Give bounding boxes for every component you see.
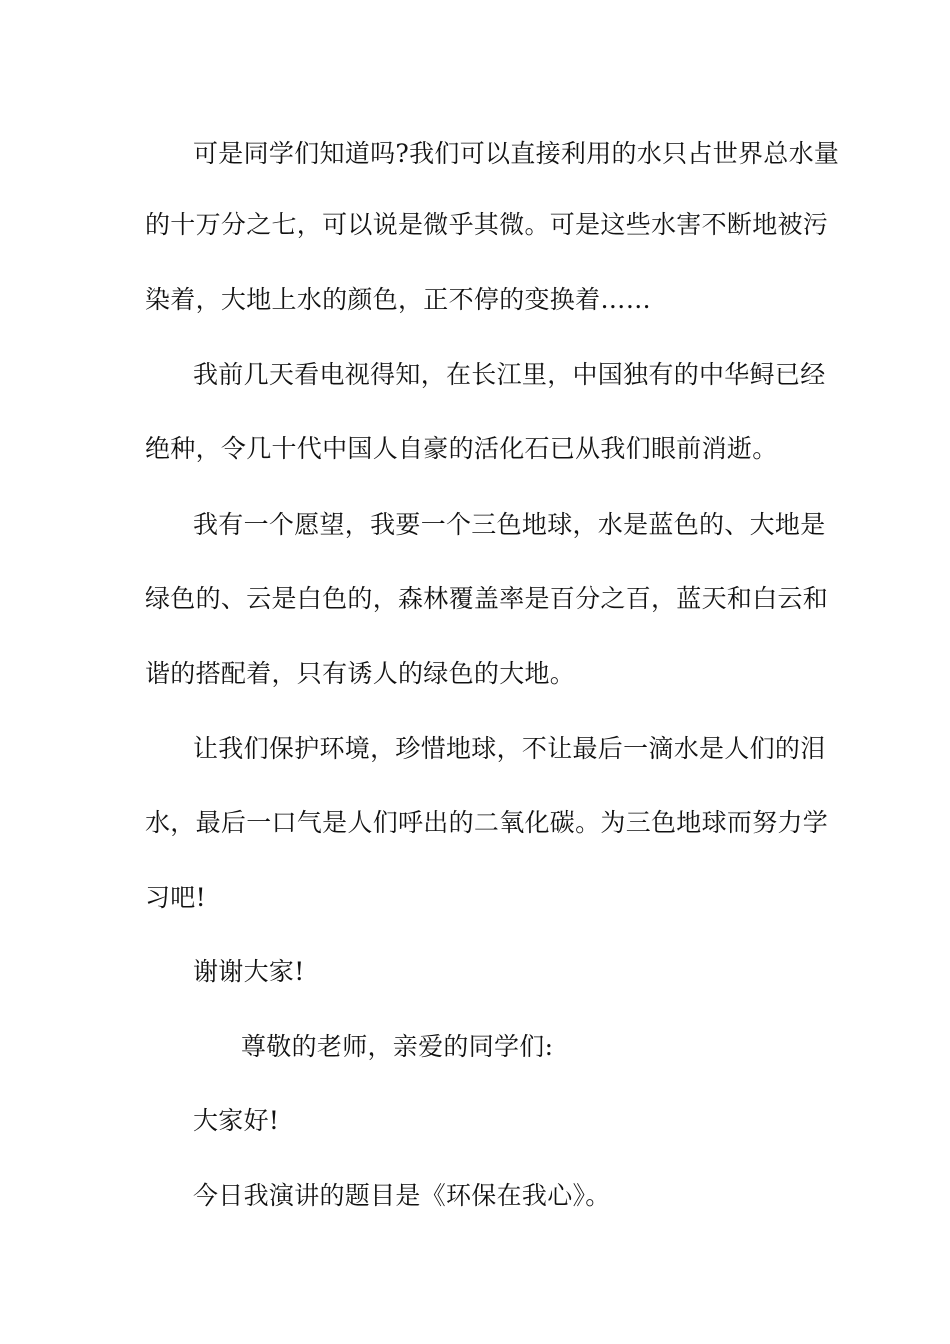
paragraph-3-line-1: 我有一个愿望，我要一个三色地球，水是蓝色的、大地是	[193, 510, 826, 539]
paragraph-4-line-3: 习吧!	[145, 883, 206, 912]
thanks-line: 谢谢大家!	[193, 957, 305, 986]
paragraph-2-line-1: 我前几天看电视得知，在长江里，中国独有的中华鲟已经	[193, 360, 826, 389]
paragraph-1-line-2: 的十万分之七，可以说是微乎其微。可是这些水害不断地被污	[145, 210, 829, 239]
salutation-line: 尊敬的老师，亲爱的同学们:	[241, 1032, 554, 1061]
paragraph-3-line-2: 绿色的、云是白色的，森林覆盖率是百分之百，蓝天和白云和	[145, 584, 829, 613]
paragraph-4-line-1: 让我们保护环境，珍惜地球，不让最后一滴水是人们的泪	[193, 734, 826, 763]
speech-title-line: 今日我演讲的题目是《环保在我心》。	[193, 1181, 611, 1210]
paragraph-2-line-2: 绝种，令几十代中国人自豪的活化石已从我们眼前消逝。	[145, 434, 778, 463]
paragraph-1-line-1: 可是同学们知道吗?我们可以直接利用的水只占世界总水量	[193, 139, 840, 168]
paragraph-4-line-2: 水，最后一口气是人们呼出的二氧化碳。为三色地球而努力学	[145, 808, 829, 837]
paragraph-1-line-3: 染着，大地上水的颜色，正不停的变换着……	[145, 285, 652, 314]
greeting-line: 大家好!	[193, 1106, 280, 1135]
paragraph-3-line-3: 谐的搭配着，只有诱人的绿色的大地。	[145, 659, 576, 688]
